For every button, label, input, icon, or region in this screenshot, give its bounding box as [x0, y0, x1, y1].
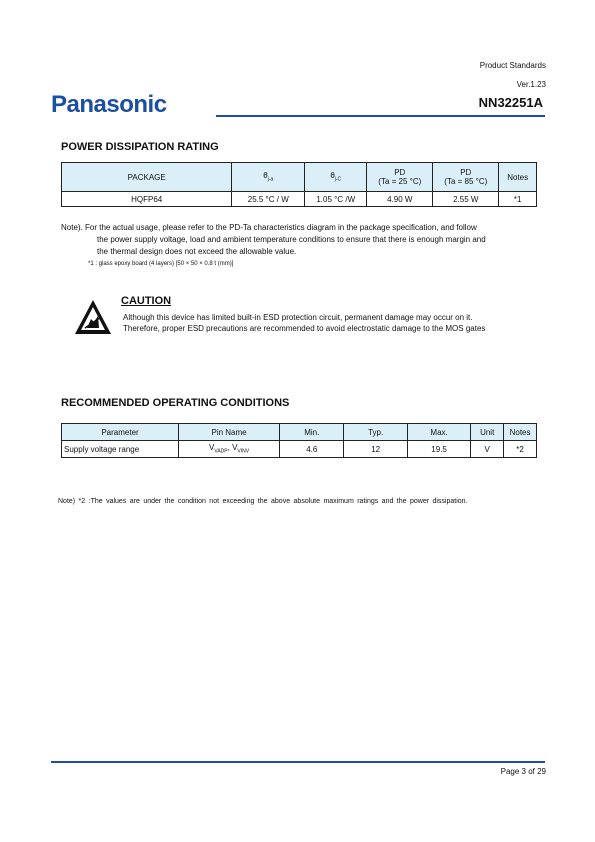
cell-package: HQFP64	[62, 192, 232, 207]
cell-max: 19.5	[407, 441, 470, 458]
power-note-line3: the thermal design does not exceed the allowable value.	[97, 247, 297, 256]
cell-theta-ja: 25.5 °C / W	[232, 192, 305, 207]
esd-warning-icon	[74, 299, 112, 335]
col-theta-ja: $\theta_{j-a}$	[232, 163, 305, 192]
col-package: PACKAGE	[62, 163, 232, 192]
page-number: Page 3 of 29	[500, 767, 546, 776]
col-theta-jc: $\theta_{j-C}$	[305, 163, 367, 192]
table-row	[62, 441, 537, 458]
footer-rule	[51, 761, 545, 763]
panasonic-logo: Panasonic	[51, 91, 167, 118]
cell-notes: *1	[499, 192, 537, 207]
col-parameter: Parameter	[62, 424, 179, 441]
col-unit: Unit	[471, 424, 504, 441]
power-note-line2: the power supply voltage, load and ambient temperature conditions to ensure that there is enough margin and	[97, 235, 486, 244]
col-typ: Typ.	[344, 424, 407, 441]
col-max: Max.	[407, 424, 470, 441]
caution-line1: Although this device has limited built-in ESD protection circuit, permanent damage may occur on it.	[123, 313, 473, 322]
col-pd-85: PD (Ta = 85 °C)	[433, 163, 499, 192]
recommended-conditions-title: RECOMMENDED OPERATING CONDITIONS	[61, 397, 290, 409]
part-number: NN32251A	[478, 95, 543, 110]
col-min: Min.	[280, 424, 344, 441]
cell-theta-jc: 1.05 °C /W	[305, 192, 367, 207]
cell-unit: V	[471, 441, 504, 458]
cell-typ: 12	[344, 441, 407, 458]
col-notes: Notes	[504, 424, 537, 441]
power-dissipation-title: POWER DISSIPATION RATING	[61, 141, 219, 153]
caution-title: CAUTION	[121, 295, 172, 307]
table-row	[62, 192, 537, 207]
header-rule	[216, 115, 545, 117]
product-standards-label: Product Standards	[479, 61, 546, 70]
cell-notes: *2	[504, 441, 537, 458]
col-notes: Notes	[499, 163, 537, 192]
power-dissipation-table	[61, 162, 537, 207]
col-pin-name: Pin Name	[179, 424, 280, 441]
cell-pd-25: 4.90 W	[367, 192, 433, 207]
version-label: Ver.1.23	[516, 80, 546, 89]
recommended-conditions-table	[61, 423, 537, 458]
cell-pin-name: $V_{VADP}$, $V_{VINV}$	[179, 441, 280, 458]
recommended-note: Note) *2 :The values are under the condition not exceeding the above absolute maximum ratings and the power dissipation.	[58, 498, 468, 505]
caution-line2: Therefore, proper ESD precautions are recommended to avoid electrostatic damage to the MOS gates	[123, 324, 486, 333]
cell-parameter: Supply voltage range	[62, 441, 179, 458]
power-note-line1: Note). For the actual usage, please refer to the PD-Ta characteristics diagram in the package specification, and follow	[61, 223, 477, 232]
cell-pd-85: 2.55 W	[433, 192, 499, 207]
cell-min: 4.6	[280, 441, 344, 458]
caution-text	[123, 312, 485, 334]
col-pd-25: PD (Ta = 25 °C)	[367, 163, 433, 192]
power-footnote: *1 : glass epoxy board (4 layers) [50 × 50 × 0.8 t (mm)]	[88, 261, 234, 267]
